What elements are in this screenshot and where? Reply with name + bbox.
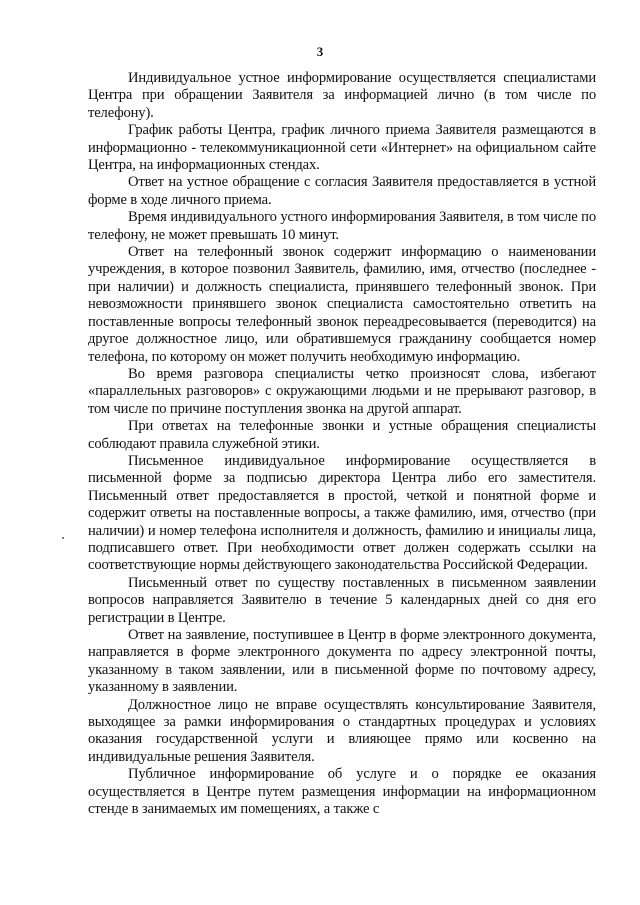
paragraph-conversation-rules: Во время разговора специалисты четко произносят слова, избегают «параллельных разговоров» с окружающими людьми и не прерывают разговор, в том числе по причине поступления звонка на другой аппарат. [88, 365, 596, 417]
paragraph-ethics: При ответах на телефонные звонки и устные обращения специалисты соблюдают правила служебной этики. [88, 418, 596, 452]
paragraph-phone-answer: Ответ на телефонный звонок содержит информацию о наименовании учреждения, в которое позвонил Заявитель, фамилию, имя, отчество (последнее - при наличии) и должность специалиста, принявшего телефонный звонок. При невозможности принявшего звонок специалиста самостоятельно ответить на поставленные вопросы телефонный звонок переадресовывается (переводится) на другое должностное лицо, или обратившемуся гражданину сообщается номер телефона, по которому он может получить необходимую информацию. [88, 244, 596, 365]
paragraph-work-schedule: График работы Центра, график личного приема Заявителя размещаются в информационно - телекоммуникационной сети «Интернет» на официальном сайте Центра, на информационных стендах. [88, 122, 596, 174]
paragraph-time-limit: Время индивидуального устного информирования Заявителя, в том числе по телефону, не может превышать 10 минут. [88, 209, 596, 243]
paragraph-written-answer-deadline: Письменный ответ по существу поставленных в письменном заявлении вопросов направляется Заявителю в течение 5 календарных дней со дня его регистрации в Центре. [88, 574, 596, 626]
paragraph-consulting-limits: Должностное лицо не вправе осуществлять консультирование Заявителя, выходящее за рамки информирования о стандартных процедурах и условиях оказания государственной услуги и влияющее прямо или косвенно на индивидуальные решения Заявителя. [88, 696, 596, 765]
margin-dot [62, 537, 64, 539]
paragraph-electronic-answer: Ответ на заявление, поступившее в Центр в форме электронного документа, направляется в форме электронного документа по адресу электронной почты, указанному в таком заявлении, или в письменной форме по почтовому адресу, указанному в заявлении. [88, 627, 596, 696]
paragraph-public-info: Публичное информирование об услуге и о порядке ее оказания осуществляется в Центре путем размещения информации на информационном стенде в занимаемых им помещениях, а также с [88, 766, 596, 818]
document-body [88, 70, 596, 818]
paragraph-written-info: Письменное индивидуальное информирование осуществляется в письменной форме за подписью директора Центра либо его заместителя. Письменный ответ предоставляется в простой, четкой и понятной форме и содержит ответы на поставленные вопросы, а также фамилию, имя, отчество (при наличии) и номер телефона исполнителя и должность, фамилию и инициалы лица, подписавшего ответ. При необходимости ответ должен содержать ссылки на соответствующие нормы действующего законодательства Российской Федерации. [88, 452, 596, 574]
paragraph-individual-oral-info: Индивидуальное устное информирование осуществляется специалистами Центра при обращении Заявителя за информацией лично (в том числе по телефону). [88, 70, 596, 121]
paragraph-oral-response: Ответ на устное обращение с согласия Заявителя предоставляется в устной форме в ходе личного приема. [88, 174, 596, 208]
page-number: 3 [316, 44, 324, 59]
